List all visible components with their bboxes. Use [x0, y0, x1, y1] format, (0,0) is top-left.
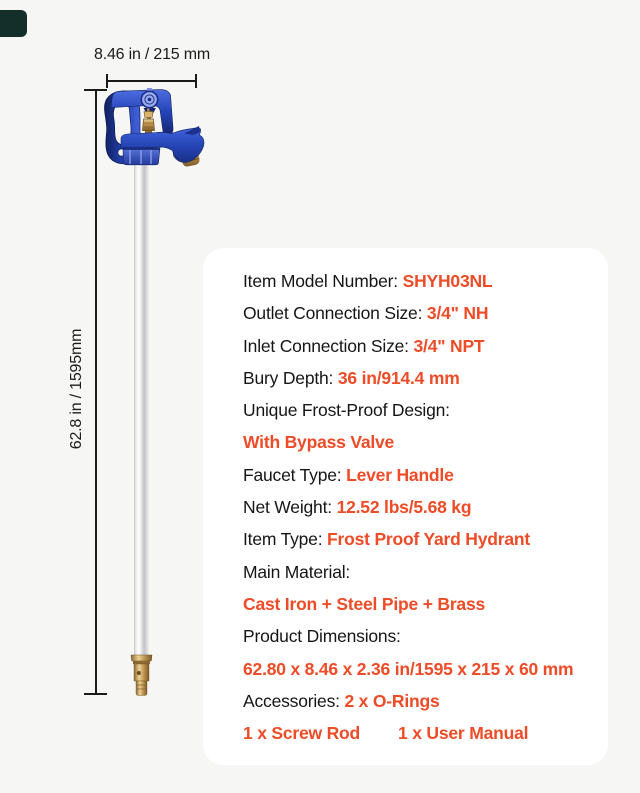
- spec-value: 3/4" NH: [426, 303, 489, 324]
- spec-label: Accessories:: [243, 690, 345, 711]
- spec-value: With Bypass Valve: [243, 432, 395, 453]
- hydrant-steel-pipe: [134, 163, 149, 655]
- spec-value: Lever Handle: [346, 464, 454, 485]
- height-dimension-label: 62.8 in / 1595mm: [68, 328, 85, 450]
- spec-label: Item Type:: [243, 529, 328, 550]
- spec-value: 62.80 x 8.46 x 2.36 in/1595 x 215 x 60 mm: [243, 658, 574, 679]
- spec-label: Product Dimensions:: [243, 626, 401, 647]
- spec-label: Faucet Type:: [243, 464, 347, 485]
- spec-line: [243, 265, 598, 297]
- spec-line: [243, 685, 598, 717]
- spec-list: [243, 265, 598, 749]
- spec-value: 1 x Screw Rod: [243, 723, 361, 744]
- spec-line: [243, 426, 598, 458]
- spec-line: [243, 523, 598, 555]
- spec-line: [243, 394, 598, 426]
- spec-line: [243, 588, 598, 620]
- spec-label: Outlet Connection Size:: [243, 303, 427, 324]
- height-dimension-line: [95, 90, 97, 694]
- spec-line: [243, 459, 598, 491]
- spec-line: [243, 717, 598, 749]
- brass-drain-fitting: [128, 650, 156, 700]
- spec-line: [243, 362, 598, 394]
- spec-line: [243, 653, 598, 685]
- spec-label: Main Material:: [243, 561, 351, 582]
- spec-label: Item Model Number:: [243, 271, 403, 291]
- brand-badge: [0, 10, 27, 37]
- spec-value: 1 x User Manual: [398, 723, 529, 744]
- spec-value: Frost Proof Yard Hydrant: [327, 529, 531, 550]
- spec-line: [243, 330, 598, 362]
- spec-line: [243, 556, 598, 588]
- spec-value: 36 in/914.4 mm: [337, 367, 460, 388]
- spec-label: Bury Depth:: [243, 367, 338, 388]
- spec-label: Inlet Connection Size:: [243, 335, 414, 356]
- width-dimension-label: 8.46 in / 215 mm: [94, 46, 210, 63]
- hydrant-head: [100, 86, 210, 168]
- width-dimension-line: [107, 80, 196, 82]
- spec-value: 2 x O-Rings: [344, 690, 440, 711]
- spec-card: [203, 248, 608, 765]
- height-dimension-cap-bottom: [84, 693, 107, 695]
- spec-value: SHYH03NL: [402, 271, 493, 291]
- spec-label: Unique Frost-Proof Design:: [243, 400, 450, 421]
- spec-value: 3/4" NPT: [413, 335, 485, 356]
- spec-line: [243, 491, 598, 523]
- spec-line: [243, 297, 598, 329]
- spec-label: Net Weight:: [243, 497, 337, 518]
- spec-value: 12.52 lbs/5.68 kg: [336, 497, 472, 518]
- spec-value: Cast Iron + Steel Pipe + Brass: [243, 593, 486, 614]
- head-collar: [123, 148, 160, 165]
- spec-line: [243, 620, 598, 652]
